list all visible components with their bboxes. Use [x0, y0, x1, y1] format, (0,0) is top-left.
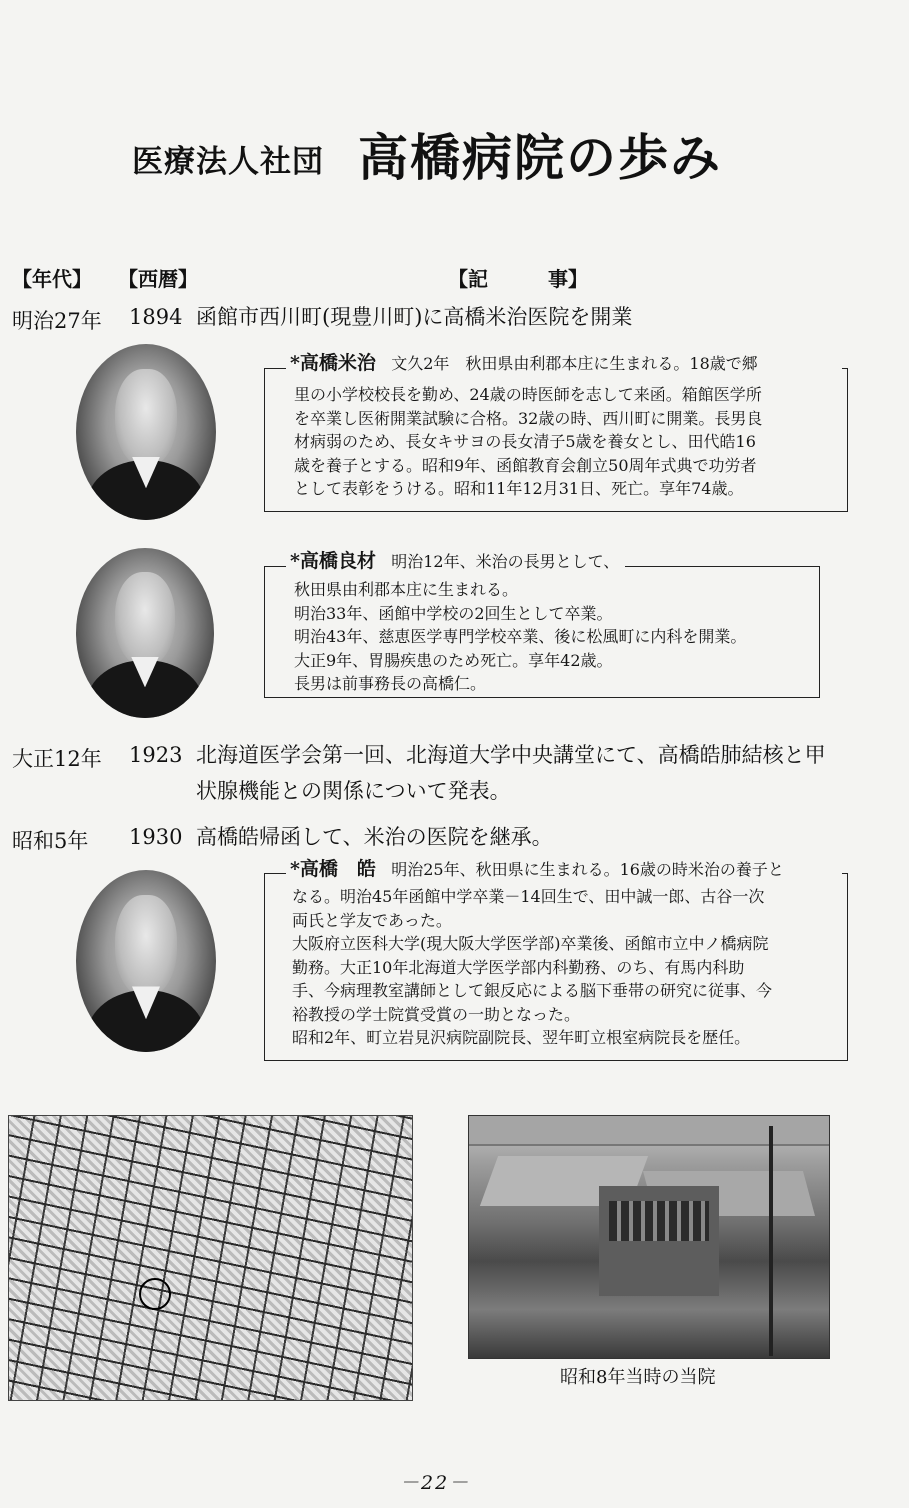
photo-caption: 昭和8年当時の当院 [560, 1367, 716, 1388]
bio-line: 勤務。大正10年北海道大学医学部内科勤務、のち、有馬内科助 [292, 957, 745, 977]
event-text [196, 819, 553, 855]
event-text [196, 737, 826, 809]
event-line: 高橋皓帰函して、米治の医院を継承。 [196, 825, 553, 849]
header-year: 【西暦】 [118, 267, 198, 291]
hospital-photo [468, 1115, 830, 1359]
bio-line: 手、今病理教室講師として銀反応による脳下垂帯の研究に従事、今 [292, 981, 773, 1000]
portrait-ko [76, 870, 216, 1052]
page-subtitle: 医療法人社団 [132, 144, 324, 180]
bio-body [292, 885, 844, 1050]
bio-line: 昭和2年、町立岩見沢病院副院長、翌年町立根室病院長を歴任。 [292, 1028, 751, 1047]
bio-name: *高橋米治 [290, 352, 376, 374]
event-line: 北海道医学会第一回、北海道大学中央講堂にて、高橋皓肺結核と甲 [196, 743, 826, 767]
map-location-marker [139, 1278, 171, 1310]
portrait-yoneji [76, 344, 216, 520]
event-line: 函館市西川町(現豊川町)に高橋米治医院を開業 [196, 305, 633, 329]
event-era: 昭和5年 [12, 829, 89, 853]
page-title: 高橋病院の歩み [358, 128, 722, 187]
bio-line: 明治12年、米治の長男として、 [391, 552, 620, 571]
bio-line: 長男は前事務長の高橋仁。 [294, 674, 487, 693]
bio-body [294, 383, 842, 501]
bio-line: 歳を養子とする。昭和9年、函館教育会創立50周年式典で功労者 [294, 455, 757, 475]
event-line: 状腺機能との関係について発表。 [196, 779, 511, 803]
event-text [196, 299, 632, 335]
bio-line: 裕教授の学士院賞受賞の一助となった。 [292, 1004, 581, 1024]
bio-text [286, 550, 625, 574]
bio-line: 里の小学校校長を勤め、24歳の時医師を志して来函。箱館医学所 [294, 385, 762, 404]
event-year: 1894 [129, 305, 183, 329]
event-year: 1930 [129, 825, 183, 849]
bio-line: 秋田県由利郡本庄に生まれる。 [294, 580, 519, 599]
event-era: 明治27年 [12, 309, 102, 333]
bio-line: 両氏と学友であった。 [292, 910, 452, 930]
bio-line: 大阪府立医科大学(現大阪大学医学部)卒業後、函館市立中ノ橋病院 [292, 934, 769, 953]
bio-line: 大正9年、胃腸疾患のため死亡。享年42歳。 [294, 650, 613, 670]
event-era: 大正12年 [12, 747, 102, 771]
bio-body [294, 578, 814, 696]
historic-map [8, 1115, 413, 1401]
bio-line: 材病弱のため、長女キサヨの長女清子5歳を養女とし、田代皓16 [294, 432, 756, 451]
bio-line: として表彰をうける。昭和11年12月31日、死亡。享年74歳。 [294, 479, 744, 498]
bio-line: 明治43年、慈恵医学専門学校卒業、後に松風町に内科を開業。 [294, 627, 747, 646]
bio-line: 明治25年、秋田県に生まれる。16歳の時米治の養子と [391, 860, 784, 879]
bio-text [286, 858, 842, 882]
bio-name: *高橋 皓 [290, 858, 376, 880]
header-era: 【年代】 [12, 267, 92, 291]
portrait-ryozai [76, 548, 214, 718]
page-number: －22－ [400, 1472, 471, 1494]
header-record: 【記 事】 [448, 267, 588, 291]
event-year: 1923 [129, 743, 183, 767]
bio-line: なる。明治45年函館中学卒業－14回生で、田中誠一郎、古谷一次 [292, 887, 765, 906]
bio-line: を卒業し医術開業試験に合格。32歳の時、西川町に開業。長男良 [294, 408, 763, 428]
bio-line: 明治33年、函館中学校の2回生として卒業。 [294, 603, 613, 623]
bio-text [286, 352, 842, 376]
bio-name: *高橋良材 [290, 550, 376, 572]
bio-line: 文久2年 秋田県由利郡本庄に生まれる。18歳で郷 [391, 354, 758, 373]
